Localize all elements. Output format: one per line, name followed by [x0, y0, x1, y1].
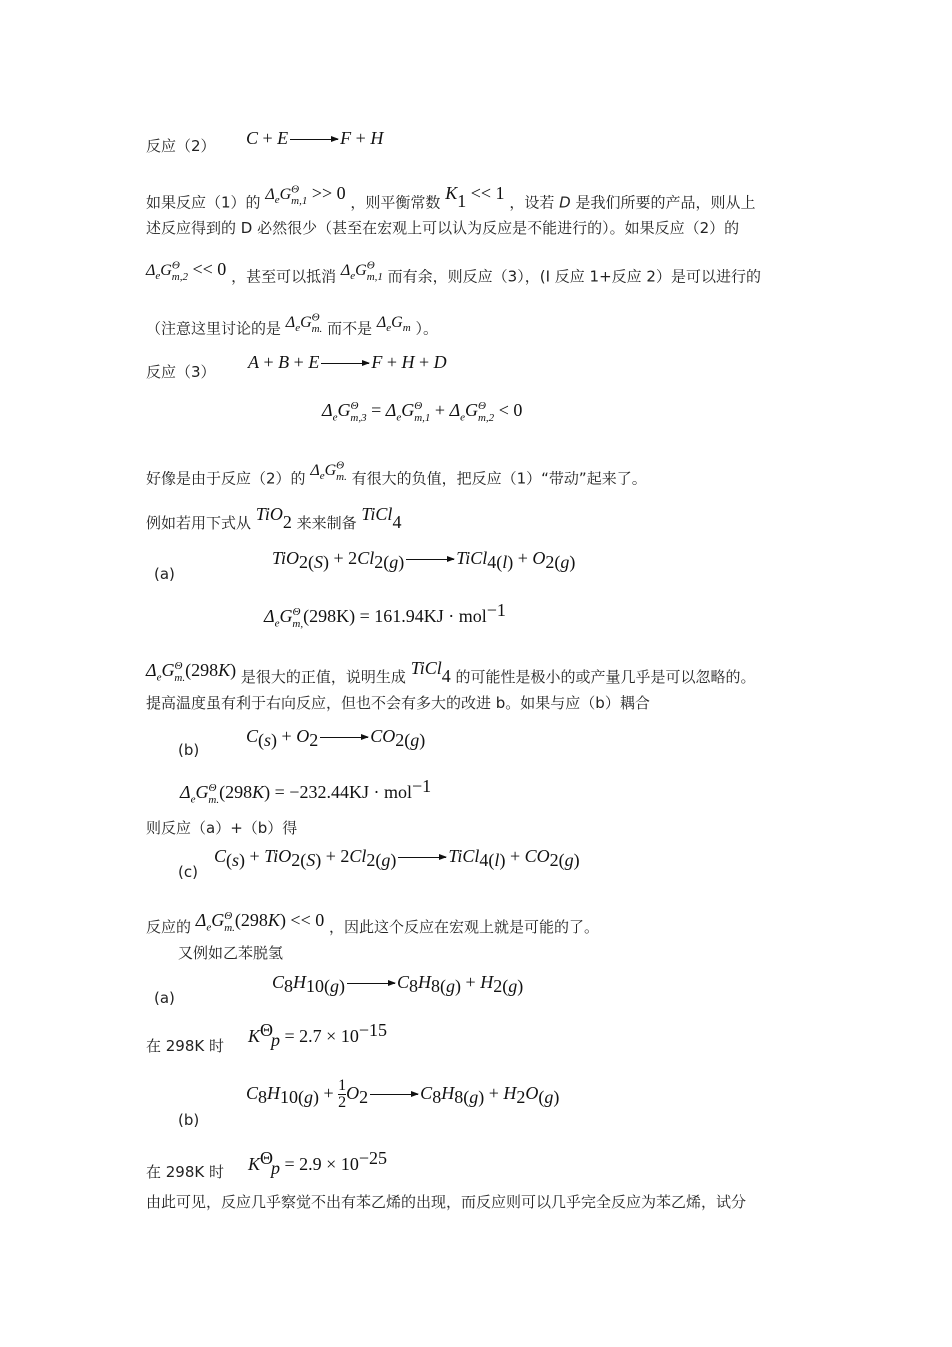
reaction-2-label: 反应（2）: [146, 137, 216, 155]
text-line-18: 反应的 $\Delta_eG^\Theta_{m.}(298K) << 0$ ，因此这个反应在宏观上就是可能的了。: [146, 910, 600, 936]
label-c: (c): [178, 863, 198, 881]
equation-reaction-2: C + E F + H: [246, 128, 384, 148]
text-line-4: $\Delta_eG^\Theta_{m,2} << 0$ ，甚至可以抵消 $\Delta_eG^\Theta_{m,1}$ 而有余，则反应（3），(I 反应 1+反应 2）是可以进行的: [146, 259, 761, 286]
equation-gibbs-sum: $\Delta_eG^\Theta_{m,3} = \Delta_eG^\Theta_{m,1} + \Delta_eG^\Theta_{m,2} < 0$: [322, 400, 523, 424]
text-line-8: 好像是由于反应（2）的 $\Delta_eG^\Theta_{m.}$ 有很大的负值，把反应（1）“带动”起来了。: [146, 460, 647, 488]
equation-reaction-3: A + B + E F + H + D: [248, 352, 447, 372]
text-line-3: 述反应得到的 D 必然很少（甚至在宏观上可以认为反应是不能进行的）。如果反应（2）的: [146, 219, 740, 237]
label-b-2: (b): [178, 1111, 200, 1129]
equation-kp-1: $K^\Theta_p = 2.7 \times 10^{-15}$: [248, 1020, 387, 1050]
text-line-19: 又例如乙苯脱氢: [178, 944, 284, 962]
equation-kp-2: $K^\Theta_p = 2.9 \times 10^{-25}$: [248, 1148, 387, 1178]
equation-b-gibbs: $\Delta_eG^\Theta_{m.}(298K) = -232.44KJ \cdot mol^{-1}$: [180, 776, 432, 806]
equation-a-gibbs: $\Delta_eG^\Theta_{m,}(298K) = 161.94KJ \cdot mol^{-1}$: [264, 600, 506, 630]
text-line-16: 则反应（a）+（b）得: [146, 819, 298, 837]
text-line-21: 在 298K 时: [146, 1037, 225, 1055]
equation-b: $C_{(s)} + O_2$ $CO_{2(g)}$: [246, 726, 426, 750]
label-b: (b): [178, 741, 200, 759]
equation-ethylbenzene-a: $C_8H_{10(g)}$ $C_8H_{8(g)} + H_{2(g)}$: [272, 972, 524, 996]
equation-ethylbenzene-b: $C_8H_{10(g)}$ + $\frac{1}{2}$ $O_2$ $C_8H_{8(g)} + H_2O_{(g)}$: [246, 1077, 560, 1111]
text-line-24: 由此可见，反应几乎察觉不出有苯乙烯的出现，而反应则可以几乎完全反应为苯乙烯，试分: [146, 1193, 747, 1211]
equation-c: $C_{(s)} + TiO_{2(S)} + 2Cl_{2(g)}$ TiCl$_{4(l)}$ + $CO_{2(g)}$: [214, 846, 580, 870]
text-line-12: $\Delta_eG^\Theta_{m.}(298K)$ 是很大的正值，说明生成 TiCl$_4$ 的可能性是极小的或产量几乎是可以忽略的。: [146, 658, 756, 686]
label-a: (a): [154, 565, 175, 583]
text-line-2: 如果反应（1）的 $\Delta_eG^\Theta_{m,1} >> 0$ ，则平衡常数 $K_1 << 1$ ，设若 D 是我们所要的产品，则从上: [146, 183, 756, 212]
text-line-13: 提高温度虽有利于右向反应，但也不会有多大的改进 b。如果与应（b）耦合: [146, 694, 650, 712]
equation-a: $TiO_{2(S)} + 2Cl_{2(g)}$ TiCl$_{4(l)}$ + $O_{2(g)}$: [272, 548, 576, 572]
text-line-9: 例如若用下式从 TiO$_2$ 来来制备 TiCl$_4$: [146, 504, 402, 532]
text-line-23: 在 298K 时: [146, 1163, 225, 1181]
reaction-3-label: 反应（3）: [146, 363, 216, 381]
text-line-5: （注意这里讨论的是 $\Delta_eG^\Theta_{m.}$ 而不是 $\Delta_eG_m$ ）。: [146, 312, 438, 338]
label-a-2: (a): [154, 989, 175, 1007]
